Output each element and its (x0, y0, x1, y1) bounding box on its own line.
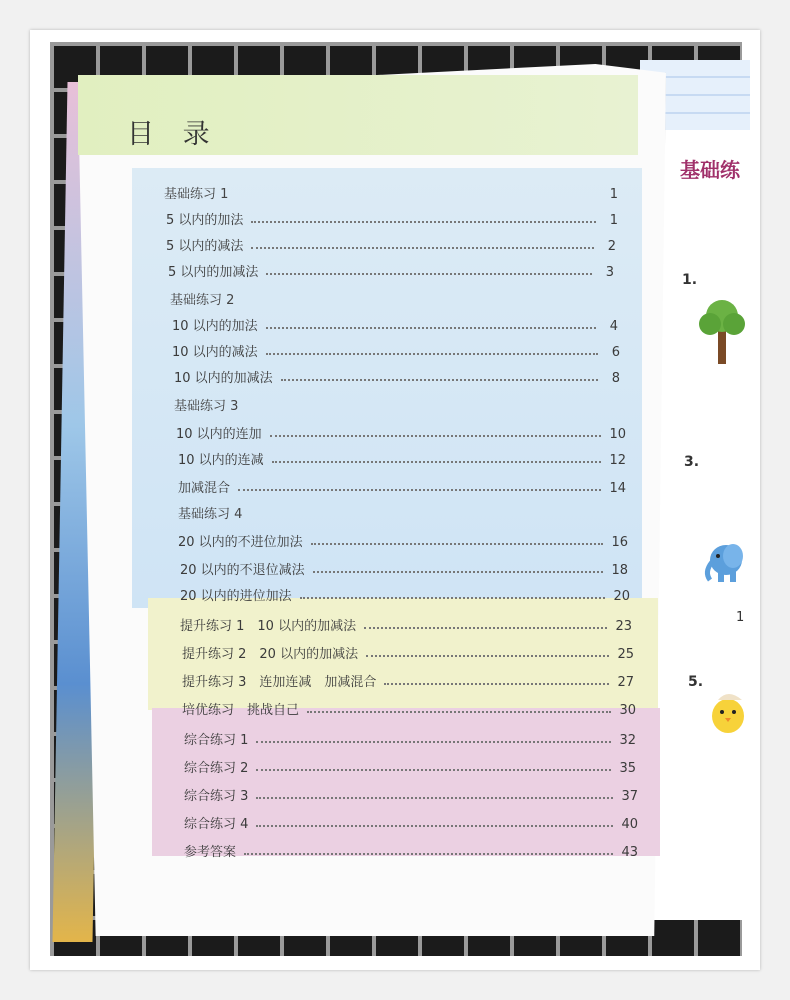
toc-title: 目 录 (127, 119, 220, 150)
toc-dot-leader (256, 825, 613, 827)
toc-dot-leader (251, 247, 594, 249)
toc-dot-leader (300, 597, 606, 599)
toc-entry-page: 40 (621, 817, 638, 832)
toc-entry (180, 584, 630, 604)
toc-entry-page: 1 (609, 213, 618, 228)
toc-entry (172, 314, 618, 334)
toc-entry-page: 4 (609, 319, 618, 334)
toc-entry-page: 25 (617, 647, 634, 662)
toc-entry-label: 20 以内的进位加法 (180, 589, 292, 604)
toc-dot-leader (366, 655, 609, 657)
toc-dot-leader (364, 627, 607, 629)
toc-entry (180, 558, 628, 578)
toc-entry (184, 784, 638, 804)
toc-dot-leader (266, 327, 596, 329)
toc-entry-page: 18 (611, 563, 628, 578)
toc-entry-page: 3 (605, 265, 614, 280)
toc-entry (184, 812, 638, 832)
toc-dot-leader (256, 797, 613, 799)
toc-entry (166, 234, 616, 254)
toc-entry-label: 综合练习 4 (184, 817, 249, 832)
toc-entry-label: 10 以内的连加 (176, 427, 262, 442)
toc-entry-label: 10 以内的加减法 (174, 371, 273, 386)
toc-entry-label: 提升练习 2 20 以内的加减法 (182, 647, 359, 662)
toc-entry-label: 10 以内的加法 (172, 319, 258, 334)
toc-entry-label: 提升练习 3 连加连减 加减混合 (182, 675, 377, 690)
right-page-number-fragment: 1 (736, 610, 745, 625)
toc-entry (184, 728, 636, 748)
toc-entry-page: 12 (609, 453, 626, 468)
toc-dot-leader (384, 683, 609, 685)
toc-entry-page: 27 (617, 675, 634, 690)
toc-entry-label: 加减混合 (178, 481, 231, 496)
toc-entry-page: 20 (613, 589, 630, 604)
tree-icon (698, 296, 746, 366)
toc-dot-leader (238, 489, 601, 491)
toc-entry-label: 基础练习 4 (178, 507, 243, 522)
toc-entry (184, 756, 636, 776)
question-number-5: 5. (688, 674, 704, 690)
toc-dot-leader (266, 273, 592, 275)
toc-entry-label: 基础练习 3 (174, 399, 239, 414)
toc-entry-label: 10 以内的连减 (178, 453, 264, 468)
question-number-3: 3. (684, 454, 700, 470)
toc-dot-leader (251, 221, 596, 223)
toc-entry-page: 43 (621, 845, 638, 860)
toc-entry-label: 20 以内的不进位加法 (178, 535, 303, 550)
toc-entry-page: 2 (607, 239, 616, 254)
toc-entry-page: 8 (611, 371, 620, 386)
toc-dot-leader (266, 353, 598, 355)
toc-entry-label: 5 以内的减法 (166, 239, 244, 254)
toc-entry (170, 288, 620, 308)
toc-entry (180, 614, 632, 634)
toc-entry-page: 14 (609, 481, 626, 496)
toc-entry-page: 16 (611, 535, 628, 550)
toc-entry-label: 20 以内的不退位减法 (180, 563, 305, 578)
toc-dot-leader (281, 379, 598, 381)
toc-entry-page: 23 (615, 619, 632, 634)
toc-entry-page: 1 (609, 187, 618, 202)
toc-entry-label: 综合练习 1 (184, 733, 249, 748)
toc-dot-leader (311, 543, 604, 545)
toc-entry-label: 基础练习 1 (164, 187, 229, 202)
toc-entry (184, 840, 638, 860)
question-number-1: 1. (682, 272, 698, 288)
right-page-heading: 基础练 (680, 158, 740, 182)
toc-entry (182, 642, 634, 662)
toc-entry-label: 5 以内的加减法 (168, 265, 259, 280)
toc-entry-label: 5 以内的加法 (166, 213, 244, 228)
toc-entry-label: 综合练习 3 (184, 789, 249, 804)
toc-entry-page: 37 (621, 789, 638, 804)
elephant-icon (700, 536, 746, 584)
toc-entry (182, 698, 636, 718)
toc-entry (164, 182, 618, 202)
toc-entry-label: 提升练习 1 10 以内的加减法 (180, 619, 357, 634)
toc-entry-page: 10 (609, 427, 626, 442)
toc-entry-label: 10 以内的减法 (172, 345, 258, 360)
toc-entry (168, 260, 614, 280)
toc-entry (174, 366, 620, 386)
toc-entry (166, 208, 618, 228)
toc-entry-page: 32 (619, 733, 636, 748)
toc-entry (172, 340, 620, 360)
toc-entry (176, 422, 626, 442)
toc-dot-leader (272, 461, 602, 463)
toc-entry-page: 6 (611, 345, 620, 360)
toc-entry (178, 502, 628, 522)
toc-entry (174, 394, 626, 414)
chick-icon (706, 688, 746, 736)
toc-dot-leader (313, 571, 604, 573)
toc-entry (178, 448, 626, 468)
toc-entry (178, 476, 626, 496)
toc-entry (182, 670, 634, 690)
toc-dot-leader (256, 741, 611, 743)
toc-dot-leader (256, 769, 611, 771)
toc-dot-leader (270, 435, 602, 437)
toc-dot-leader (244, 853, 613, 855)
toc-entry (178, 530, 628, 550)
toc-entry-label: 基础练习 2 (170, 293, 235, 308)
toc-entry-page: 30 (619, 703, 636, 718)
toc-dot-leader (307, 711, 611, 713)
toc-entry-label: 参考答案 (184, 845, 237, 860)
toc-entry-label: 培优练习 挑战自己 (182, 703, 300, 718)
toc-entry-page: 35 (619, 761, 636, 776)
toc-entry-label: 综合练习 2 (184, 761, 249, 776)
